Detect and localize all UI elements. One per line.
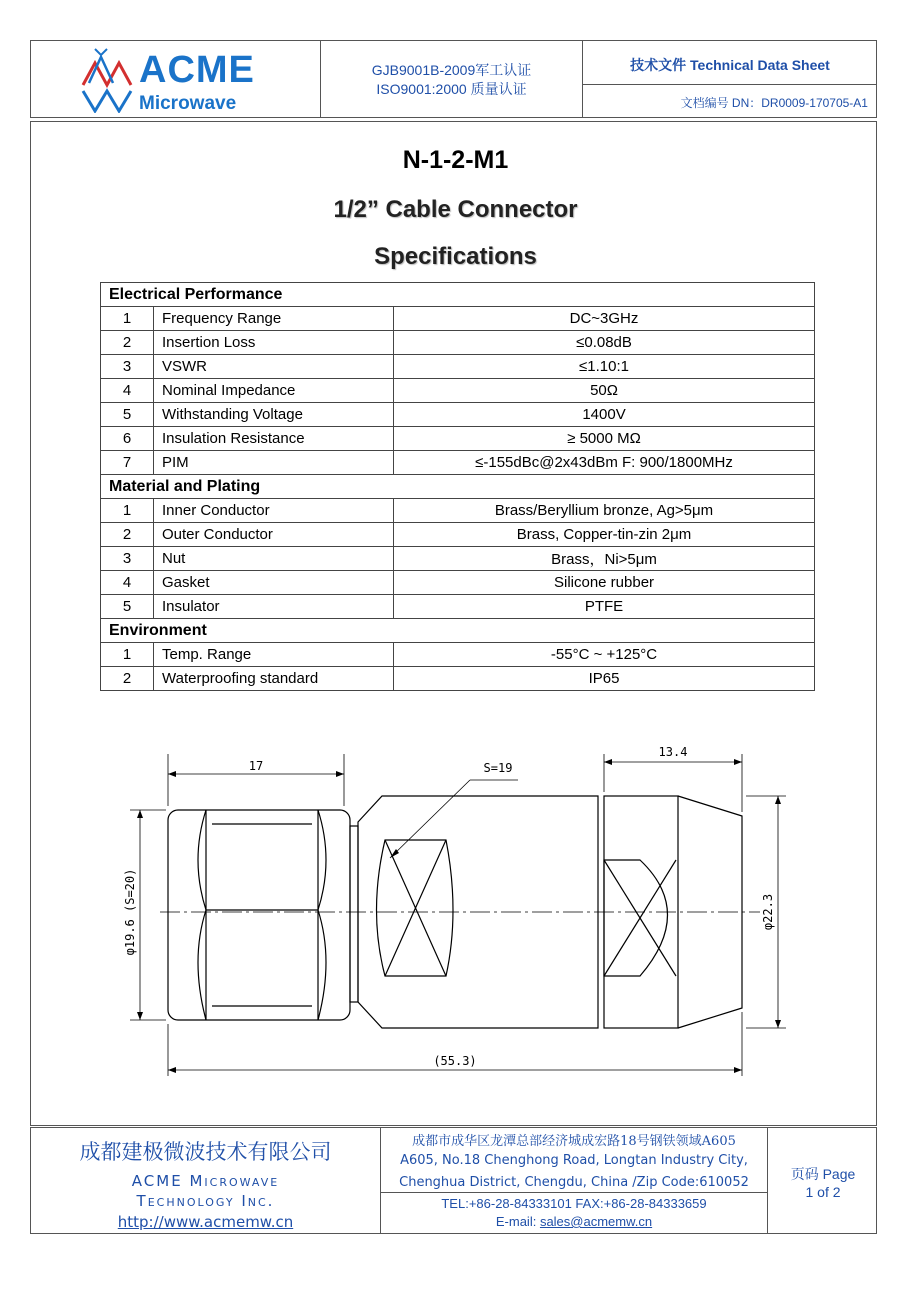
website-link[interactable]: http://www.acmemw.cn <box>117 1213 294 1231</box>
row-number: 2 <box>101 667 154 691</box>
parameter-name: Insulator <box>154 595 394 619</box>
table-row <box>101 307 815 331</box>
row-number: 1 <box>101 499 154 523</box>
row-number: 2 <box>101 523 154 547</box>
email-label: E-mail: <box>495 1214 540 1229</box>
page-label: 页码 Page <box>790 1166 856 1182</box>
table-row <box>101 355 815 379</box>
table-row <box>101 451 815 475</box>
parameter-name: Waterproofing standard <box>154 667 394 691</box>
page-number: 1 of 2 <box>805 1184 841 1200</box>
parameter-name: Insulation Resistance <box>154 427 394 451</box>
company-name-en: ACME Microwave <box>131 1172 280 1190</box>
connector-drawing <box>120 740 800 1090</box>
table-row <box>101 523 815 547</box>
parameter-value: Silicone rubber <box>394 571 815 595</box>
section-label: Material and Plating <box>101 475 815 499</box>
table-row <box>101 499 815 523</box>
address-cn: 成都市成华区龙潭总部经济城成宏路18号钢铁领域A605 <box>412 1134 736 1149</box>
parameter-name: Inner Conductor <box>154 499 394 523</box>
company-name-en: Technology Inc. <box>136 1192 275 1210</box>
parameter-name: VSWR <box>154 355 394 379</box>
product-title: 1/2” Cable Connector <box>333 196 578 223</box>
cert-line: GJB9001B-2009军工认证 <box>371 62 532 78</box>
table-row <box>101 379 815 403</box>
dim-17-label: 17 <box>248 759 264 773</box>
table-row <box>101 547 815 571</box>
table-row <box>101 595 815 619</box>
parameter-value: Brass/Beryllium bronze, Ag>5μm <box>394 499 815 523</box>
parameter-value: ≤0.08dB <box>394 331 815 355</box>
acme-logo-icon <box>81 47 135 113</box>
row-number: 7 <box>101 451 154 475</box>
email-link[interactable]: sales@acmemw.cn <box>539 1214 653 1229</box>
parameter-value: ≤-155dBc@2x43dBm F: 900/1800MHz <box>394 451 815 475</box>
dim-s19-label: S=19 <box>483 761 513 775</box>
table-row <box>101 331 815 355</box>
doc-type: 技术文件 Technical Data Sheet <box>630 57 830 73</box>
row-number: 1 <box>101 643 154 667</box>
footer-divider <box>380 1192 767 1193</box>
dim-55-3-label: (55.3) <box>433 1054 477 1068</box>
header <box>30 40 877 118</box>
address-en: Chenghua District, Chengdu, China /Zip Code:610052 <box>399 1175 749 1190</box>
doc-number: 文档编号 DN：DR0009-170705-A1 <box>680 96 868 110</box>
coupling-nut-outline <box>168 810 350 1020</box>
email-line <box>381 1214 767 1229</box>
logo-subtext: Microwave <box>139 93 237 114</box>
parameter-value: Brass，Ni>5μm <box>394 547 815 571</box>
parameter-name: Nominal Impedance <box>154 379 394 403</box>
row-number: 3 <box>101 547 154 571</box>
table-row <box>101 643 815 667</box>
table-row <box>101 667 815 691</box>
row-number: 5 <box>101 403 154 427</box>
phone-fax: TEL:+86-28-84333101 FAX:+86-28-84333659 <box>441 1196 707 1211</box>
parameter-name: Withstanding Voltage <box>154 403 394 427</box>
section-label: Electrical Performance <box>101 283 815 307</box>
row-number: 6 <box>101 427 154 451</box>
header-divider <box>582 84 877 85</box>
logo-text: ACME <box>139 49 255 91</box>
parameter-value: ≥ 5000 MΩ <box>394 427 815 451</box>
parameter-value: -55°C ~ +125°C <box>394 643 815 667</box>
cert-line: ISO9001:2000 质量认证 <box>376 81 527 97</box>
parameter-value: PTFE <box>394 595 815 619</box>
parameter-name: Outer Conductor <box>154 523 394 547</box>
section-row <box>101 475 815 499</box>
parameter-name: PIM <box>154 451 394 475</box>
row-number: 4 <box>101 379 154 403</box>
dim-phi19-6-label: φ19.6 (S=20) <box>123 868 137 956</box>
dim-13-4-label: 13.4 <box>658 745 688 759</box>
row-number: 2 <box>101 331 154 355</box>
section-label: Environment <box>101 619 815 643</box>
parameter-value: Brass, Copper-tin-zin 2μm <box>394 523 815 547</box>
row-number: 3 <box>101 355 154 379</box>
parameter-name: Temp. Range <box>154 643 394 667</box>
parameter-value: IP65 <box>394 667 815 691</box>
parameter-value: 1400V <box>394 403 815 427</box>
part-number: N-1-2-M1 <box>402 146 509 174</box>
certifications <box>321 61 582 99</box>
footer <box>30 1127 877 1234</box>
parameter-value: DC~3GHz <box>394 307 815 331</box>
row-number: 4 <box>101 571 154 595</box>
row-number: 5 <box>101 595 154 619</box>
dim-phi22-3-label: φ22.3 <box>761 893 775 931</box>
parameter-value: ≤1.10:1 <box>394 355 815 379</box>
parameter-value: 50Ω <box>394 379 815 403</box>
parameter-name: Gasket <box>154 571 394 595</box>
company-name-cn: 成都建极微波技术有限公司 <box>79 1140 332 1164</box>
address-en: A605, No.18 Chenghong Road, Longtan Industry City, <box>400 1153 748 1168</box>
section-row <box>101 283 815 307</box>
spec-table <box>100 282 815 691</box>
table-row <box>101 571 815 595</box>
row-number: 1 <box>101 307 154 331</box>
parameter-name: Frequency Range <box>154 307 394 331</box>
parameter-name: Insertion Loss <box>154 331 394 355</box>
section-heading: Specifications <box>374 243 537 270</box>
section-row <box>101 619 815 643</box>
parameter-name: Nut <box>154 547 394 571</box>
table-row <box>101 427 815 451</box>
table-row <box>101 403 815 427</box>
